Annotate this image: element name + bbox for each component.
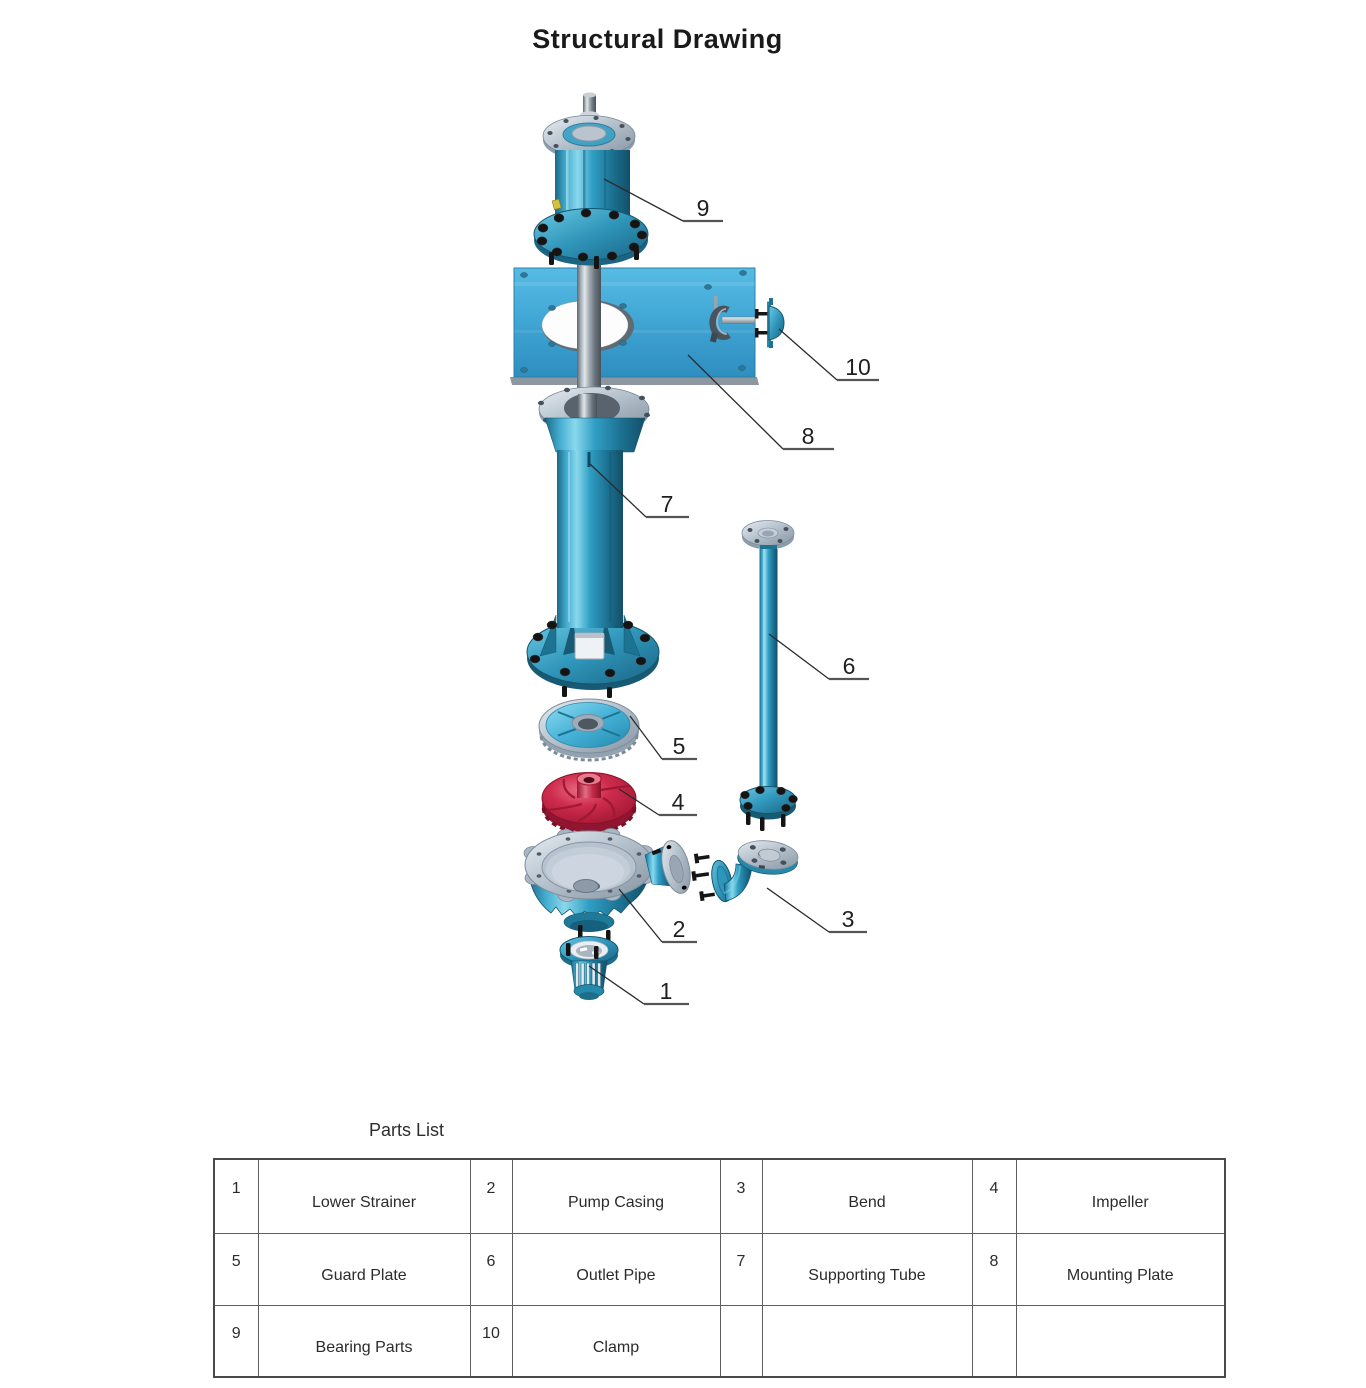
- part-name-cell: Bearing Parts: [258, 1305, 470, 1377]
- part-name-cell: Guard Plate: [258, 1233, 470, 1305]
- part-number-cell: 10: [470, 1305, 512, 1377]
- guard-plate: [539, 699, 639, 760]
- impeller: [542, 773, 636, 834]
- table-row: [214, 1305, 1225, 1377]
- part-number-cell: 5: [214, 1233, 258, 1305]
- callout-2: 2: [672, 916, 686, 942]
- callout-3: 3: [841, 906, 855, 932]
- part-name-cell: [762, 1305, 972, 1377]
- part-number-cell: [720, 1305, 762, 1377]
- callout-6: 6: [842, 653, 856, 679]
- leader-5: [630, 716, 697, 759]
- part-name-cell: Supporting Tube: [762, 1233, 972, 1305]
- table-row: [214, 1233, 1225, 1305]
- callout-8: 8: [801, 423, 815, 449]
- parts-list-heading: Parts List: [369, 1120, 445, 1140]
- part-number-cell: 7: [720, 1233, 762, 1305]
- table-row: [214, 1159, 1225, 1233]
- casing-outlet-flange: [657, 838, 695, 897]
- outlet-pipe: [740, 521, 798, 832]
- part-name-cell: [1016, 1305, 1225, 1377]
- part-name-cell: Outlet Pipe: [512, 1233, 720, 1305]
- callout-1: 1: [659, 978, 673, 1004]
- pump-casing: [524, 829, 695, 933]
- part-name-cell: Lower Strainer: [258, 1159, 470, 1233]
- part-number-cell: [972, 1305, 1016, 1377]
- part-number-cell: 6: [470, 1233, 512, 1305]
- supporting-tube: [527, 386, 659, 698]
- part-number-cell: 1: [214, 1159, 258, 1233]
- parts-table: [213, 1158, 1226, 1378]
- clamp-bolts: [755, 309, 769, 338]
- callout-9: 9: [696, 195, 710, 221]
- part-number-cell: 2: [470, 1159, 512, 1233]
- callout-10: 10: [845, 354, 871, 380]
- lower-strainer: [560, 925, 618, 1000]
- page-title: Structural Drawing: [532, 24, 783, 54]
- part-number-cell: 8: [972, 1233, 1016, 1305]
- part-number-cell: 9: [214, 1305, 258, 1377]
- part-number-cell: 3: [720, 1159, 762, 1233]
- part-name-cell: Bend: [762, 1159, 972, 1233]
- part-name-cell: Mounting Plate: [1016, 1233, 1225, 1305]
- part-number-cell: 4: [972, 1159, 1016, 1233]
- bend: [689, 838, 799, 904]
- callout-7: 7: [660, 491, 674, 517]
- part-name-cell: Impeller: [1016, 1159, 1225, 1233]
- callout-4: 4: [671, 789, 685, 815]
- callout-5: 5: [672, 733, 686, 759]
- mounting-plate: [510, 268, 759, 385]
- part-name-cell: Clamp: [512, 1305, 720, 1377]
- bearing-parts: [534, 93, 648, 270]
- part-name-cell: Pump Casing: [512, 1159, 720, 1233]
